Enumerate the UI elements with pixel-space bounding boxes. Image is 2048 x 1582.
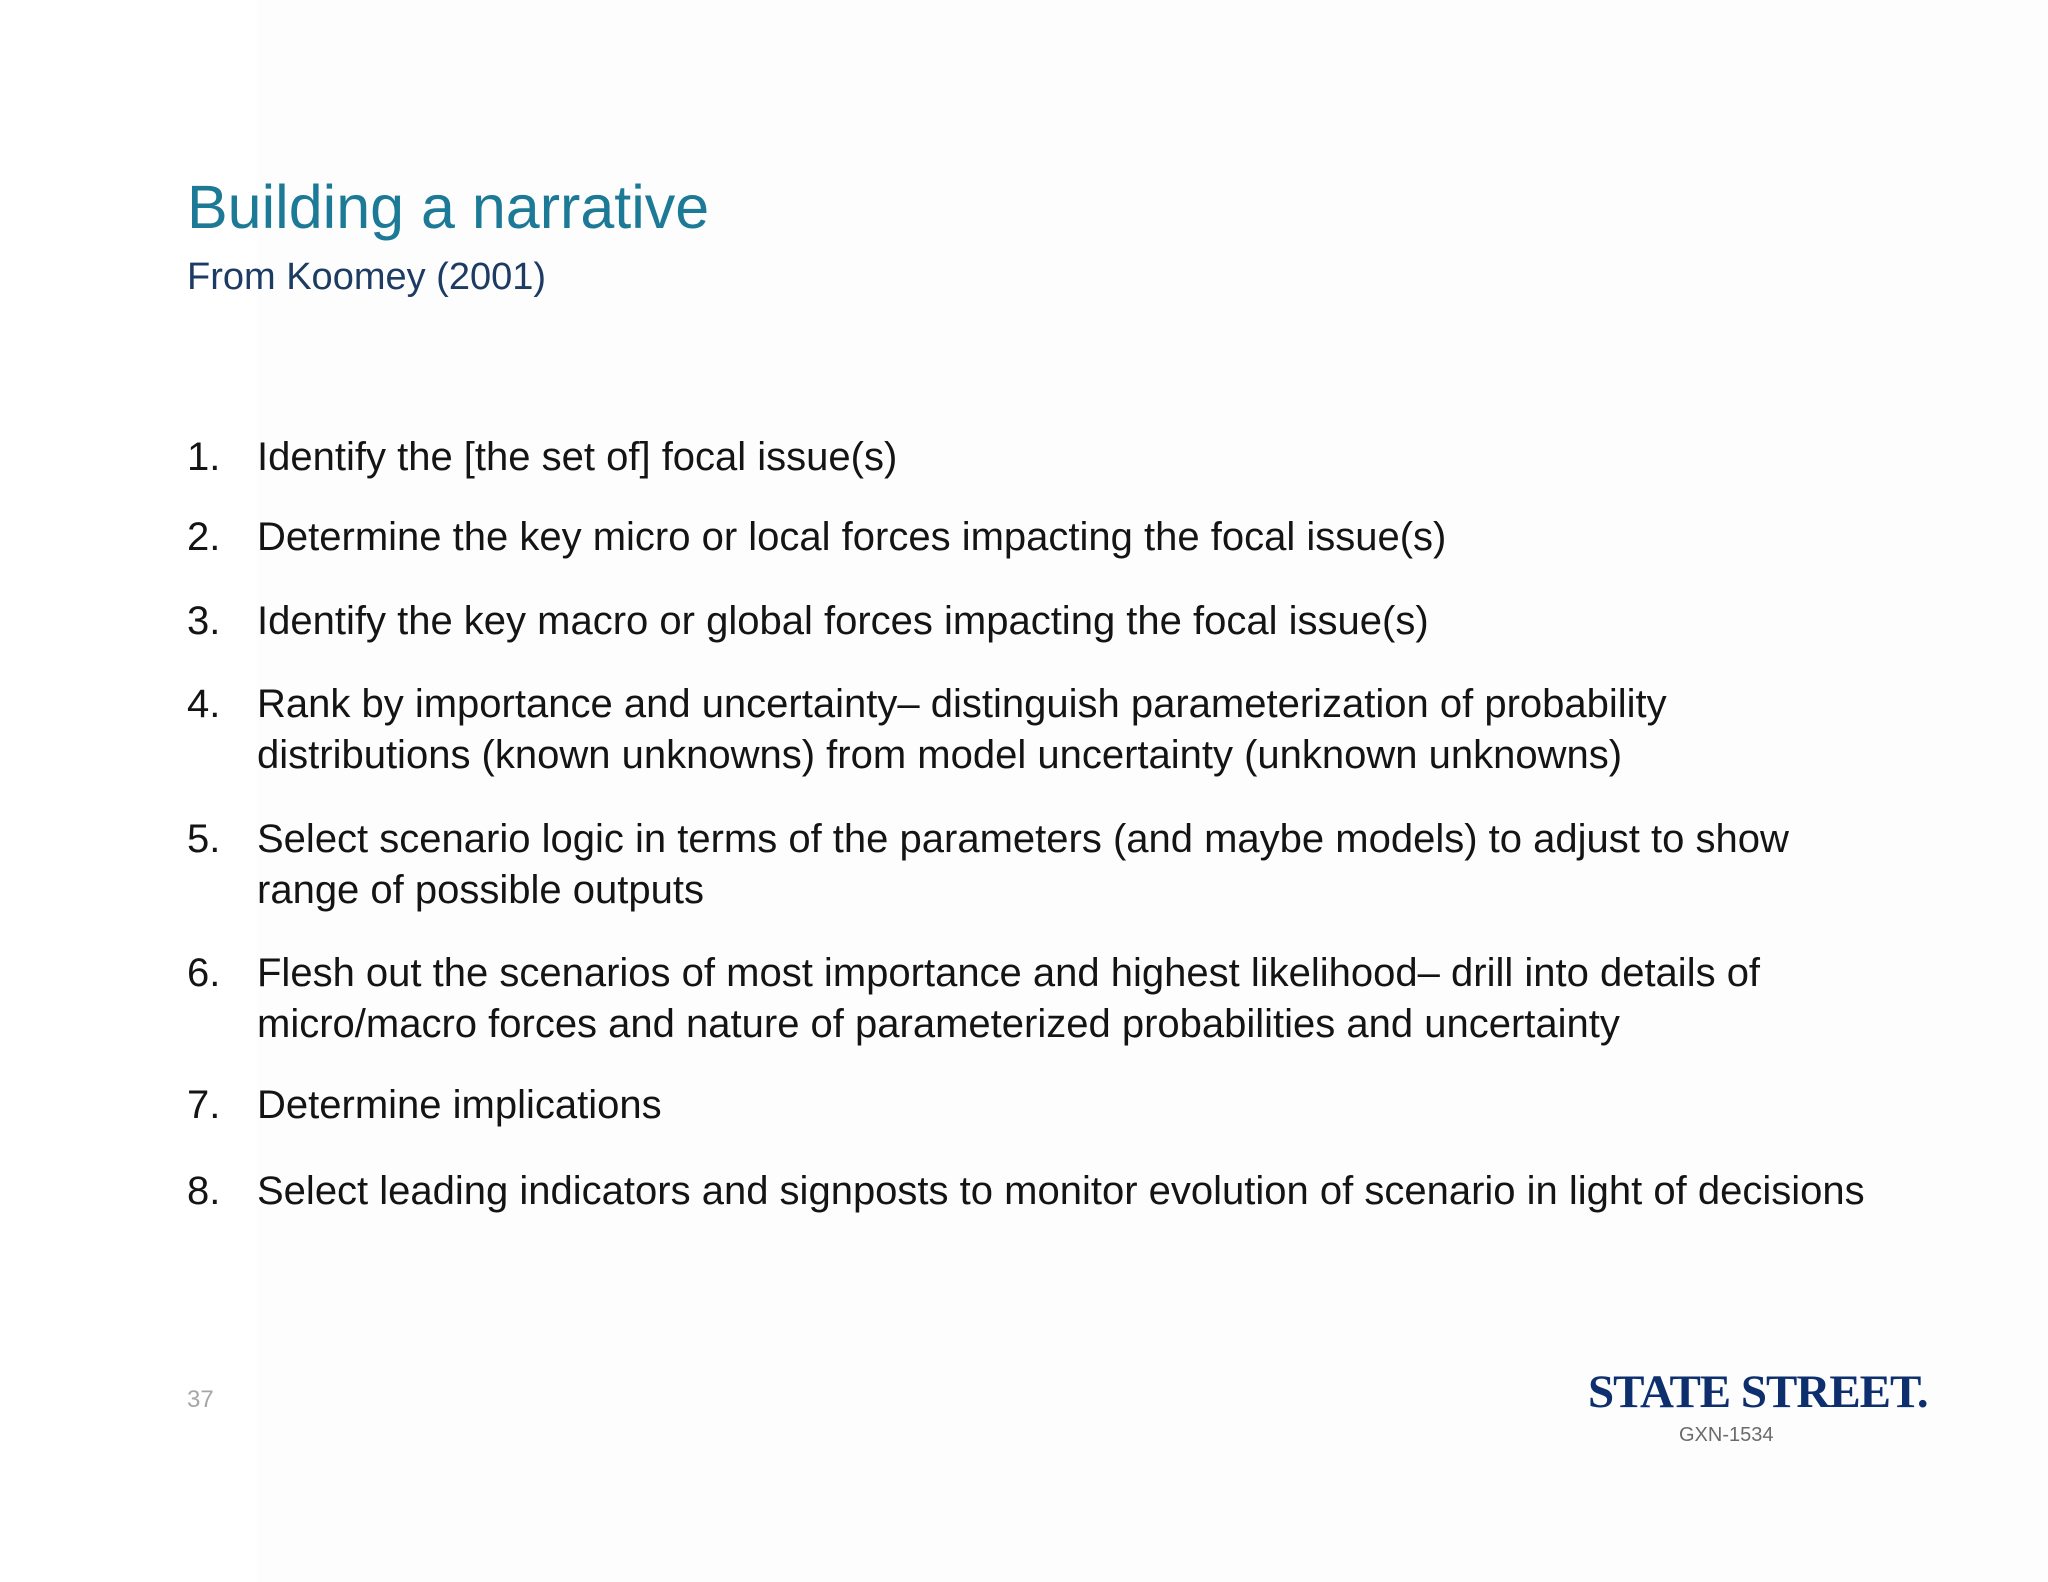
step-number: 1.	[187, 435, 221, 479]
list-item	[187, 814, 1887, 916]
step-number: 6.	[187, 951, 221, 995]
step-text: Identify the [the set of] focal issue(s)	[257, 435, 898, 479]
step-number: 8.	[187, 1169, 221, 1213]
list-item	[187, 948, 1887, 1050]
list-item	[187, 512, 1887, 563]
step-number: 3.	[187, 599, 221, 643]
list-item	[187, 679, 1887, 781]
step-text: Select scenario logic in terms of the parameters (and maybe models) to adjust to show range of possible outputs	[257, 817, 1789, 912]
list-item	[187, 1166, 1887, 1217]
step-text: Identify the key macro or global forces impacting the focal issue(s)	[257, 599, 1429, 643]
list-item	[187, 432, 1887, 483]
step-number: 5.	[187, 817, 221, 861]
step-text: Select leading indicators and signposts to monitor evolution of scenario in light of decisions	[257, 1169, 1865, 1213]
step-number: 4.	[187, 682, 221, 726]
logo-text: STATE STREET.	[1588, 1366, 1928, 1418]
step-number: 7.	[187, 1083, 221, 1127]
slide-subtitle: From Koomey (2001)	[187, 256, 547, 298]
step-text: Determine implications	[257, 1083, 662, 1127]
list-item	[187, 1080, 1887, 1131]
list-item	[187, 596, 1887, 647]
step-text: Rank by importance and uncertainty– distinguish parameterization of probability distributions (known unknowns) from model uncertainty (unknown unknowns)	[257, 682, 1667, 777]
step-number: 2.	[187, 515, 221, 559]
step-text: Determine the key micro or local forces impacting the focal issue(s)	[257, 515, 1447, 559]
page-number: 37	[187, 1386, 214, 1413]
state-street-logo	[1588, 1366, 1928, 1418]
slide-title: Building a narrative	[187, 173, 710, 241]
step-text: Flesh out the scenarios of most importance and highest likelihood– drill into details of micro/macro forces and nature of parameterized probabilities and uncertainty	[257, 951, 1761, 1046]
document-code: GXN-1534	[1679, 1424, 1774, 1446]
